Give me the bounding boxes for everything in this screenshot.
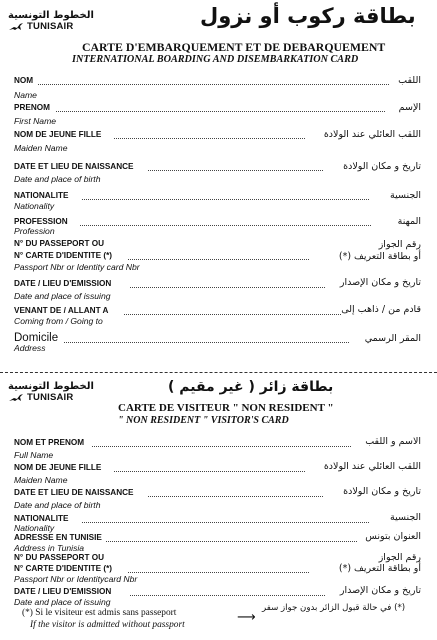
field-label-ar: رقم الجواز: [378, 239, 421, 250]
birth-entry-line[interactable]: [148, 170, 323, 171]
card1-title-french: CARTE D'EMBARQUEMENT ET DE DEBARQUEMENT: [82, 40, 386, 54]
field-label-ar: الإسم: [398, 102, 421, 113]
passport-entry-line[interactable]: [128, 259, 309, 260]
field-label-fr: DATE ET LIEU DE NAISSANCE: [14, 488, 134, 497]
field-label-ar: رقم الجواز: [378, 552, 421, 563]
full-name-entry-line[interactable]: [92, 446, 351, 447]
field-label-ar-2: أو بطاقة التعريف (*): [338, 563, 421, 574]
field-label-ar: اللقب: [398, 75, 421, 86]
nationality-entry-line[interactable]: [82, 199, 369, 200]
first-name-entry-line[interactable]: [56, 111, 385, 112]
footnote-french: (*) Si le visiteur est admis sans passeport: [22, 608, 177, 618]
field-label-fr: NOM ET PRENOM: [14, 438, 85, 447]
field-label-fr: Domicile: [14, 332, 59, 344]
address-entry-line[interactable]: [64, 342, 349, 343]
arrow-right-icon: ⟶: [237, 610, 256, 625]
tunisair-logo: [8, 381, 94, 403]
field-label-fr: NOM: [14, 76, 34, 85]
address-tunisia-entry-line[interactable]: [106, 541, 357, 542]
field-label-en: Date and place of issuing: [14, 291, 111, 301]
field-label-en: Address in Tunisia: [14, 543, 85, 553]
field-label-fr: NATIONALITE: [14, 514, 69, 523]
field-label-ar: اللقب العائلي عند الولادة: [323, 461, 421, 472]
field-label-ar: تاريخ و مكان الولادة: [343, 161, 421, 172]
field-label-en: Profession: [14, 226, 55, 236]
birth-entry-line[interactable]: [148, 496, 323, 497]
field-label-fr: NATIONALITE: [14, 191, 69, 200]
gazelle-icon: [8, 393, 24, 403]
field-label-ar: المهنة: [397, 216, 421, 227]
footnote-arabic: (*) في حالة قبول الزائر بدون جواز سفر: [262, 603, 406, 613]
field-label-en: Date and place of issuing: [14, 597, 111, 607]
issue-entry-line[interactable]: [130, 287, 325, 288]
field-label-en: Coming from / Going to: [14, 316, 103, 326]
field-label-ar-2: أو بطاقة التعريف (*): [338, 251, 421, 262]
field-label-en: Maiden Name: [14, 143, 68, 153]
card-separator-line: [0, 372, 437, 373]
field-label-en: Date and place of birth: [14, 174, 101, 184]
card1-title-arabic: بطاقة ركوب أو نزول: [200, 4, 416, 28]
field-label-fr: NOM DE JEUNE FILLE: [14, 130, 102, 139]
field-label-en: First Name: [14, 116, 57, 126]
field-label-fr: DATE / LIEU D'EMISSION: [14, 279, 112, 288]
footnote-english: If the visitor is admitted without passport: [30, 620, 185, 630]
field-label-en: Maiden Name: [14, 475, 68, 485]
field-label-en: Nationality: [14, 523, 55, 533]
field-label-fr-2: N° CARTE D'IDENTITE (*): [14, 251, 113, 260]
logo-arabic-name: الخطوط التونسية: [8, 10, 94, 21]
logo-english-name: TUNISAIR: [27, 392, 74, 403]
field-label-ar: الجنسية: [390, 512, 421, 523]
field-label-fr: N° DU PASSEPORT OU: [14, 553, 105, 562]
logo-english-name: TUNISAIR: [27, 21, 74, 32]
field-label-en: Date and place of birth: [14, 500, 101, 510]
gazelle-icon: [8, 22, 24, 32]
field-label-fr: PROFESSION: [14, 217, 68, 226]
field-label-fr: VENANT DE / ALLANT A: [14, 306, 109, 315]
travel-entry-line[interactable]: [124, 314, 341, 315]
name-entry-line[interactable]: [38, 84, 389, 85]
card2-title-english: " NON RESIDENT " VISITOR'S CARD: [118, 415, 289, 426]
field-label-fr: DATE ET LIEU DE NAISSANCE: [14, 162, 134, 171]
field-label-ar: تاريخ و مكان الولادة: [343, 486, 421, 497]
field-label-fr: N° DU PASSEPORT OU: [14, 239, 105, 248]
field-label-ar: المقر الرسمي: [364, 333, 421, 344]
field-label-fr: NOM DE JEUNE FILLE: [14, 463, 102, 472]
field-label-ar: قادم من / ذاهب إلى: [341, 304, 421, 315]
maiden-name-entry-line[interactable]: [114, 471, 305, 472]
field-label-en: Full Name: [14, 450, 54, 460]
maiden-name-entry-line[interactable]: [114, 138, 305, 139]
field-label-ar: الجنسية: [390, 190, 421, 201]
field-label-fr-2: N° CARTE D'IDENTITE (*): [14, 564, 113, 573]
logo-arabic-name: الخطوط التونسية: [8, 381, 94, 392]
card1-title-english: INTERNATIONAL BOARDING AND DISEMBARKATION CARD: [72, 54, 359, 65]
field-label-en: Address: [14, 343, 46, 353]
field-label-fr: ADRESSE EN TUNISIE: [14, 533, 102, 542]
field-label-ar: تاريخ و مكان الإصدار: [339, 277, 421, 288]
card2-title-french: CARTE DE VISITEUR " NON RESIDENT ": [118, 402, 334, 414]
field-label-fr: DATE / LIEU D'EMISSION: [14, 587, 112, 596]
issue-entry-line[interactable]: [130, 595, 325, 596]
card2-title-arabic: بطاقة زائر ( غير مقيم ): [168, 379, 334, 395]
tunisair-logo: [8, 10, 94, 32]
field-label-en: Nationality: [14, 201, 55, 211]
field-label-ar: الاسم و اللقب: [365, 436, 421, 447]
field-label-en: Passport Nbr or Identity card Nbr: [14, 262, 140, 272]
field-label-ar: اللقب العائلي عند الولادة: [323, 129, 421, 140]
passport-entry-line[interactable]: [128, 572, 309, 573]
field-label-fr: PRENOM: [14, 103, 50, 112]
field-label-en: Passport Nbr or Identitycard Nbr: [14, 574, 138, 584]
field-label-ar: العنوان بتونس: [365, 531, 421, 542]
field-label-ar: تاريخ و مكان الإصدار: [339, 585, 421, 596]
field-label-en: Name: [14, 90, 37, 100]
nationality-entry-line[interactable]: [82, 522, 369, 523]
profession-entry-line[interactable]: [80, 225, 371, 226]
